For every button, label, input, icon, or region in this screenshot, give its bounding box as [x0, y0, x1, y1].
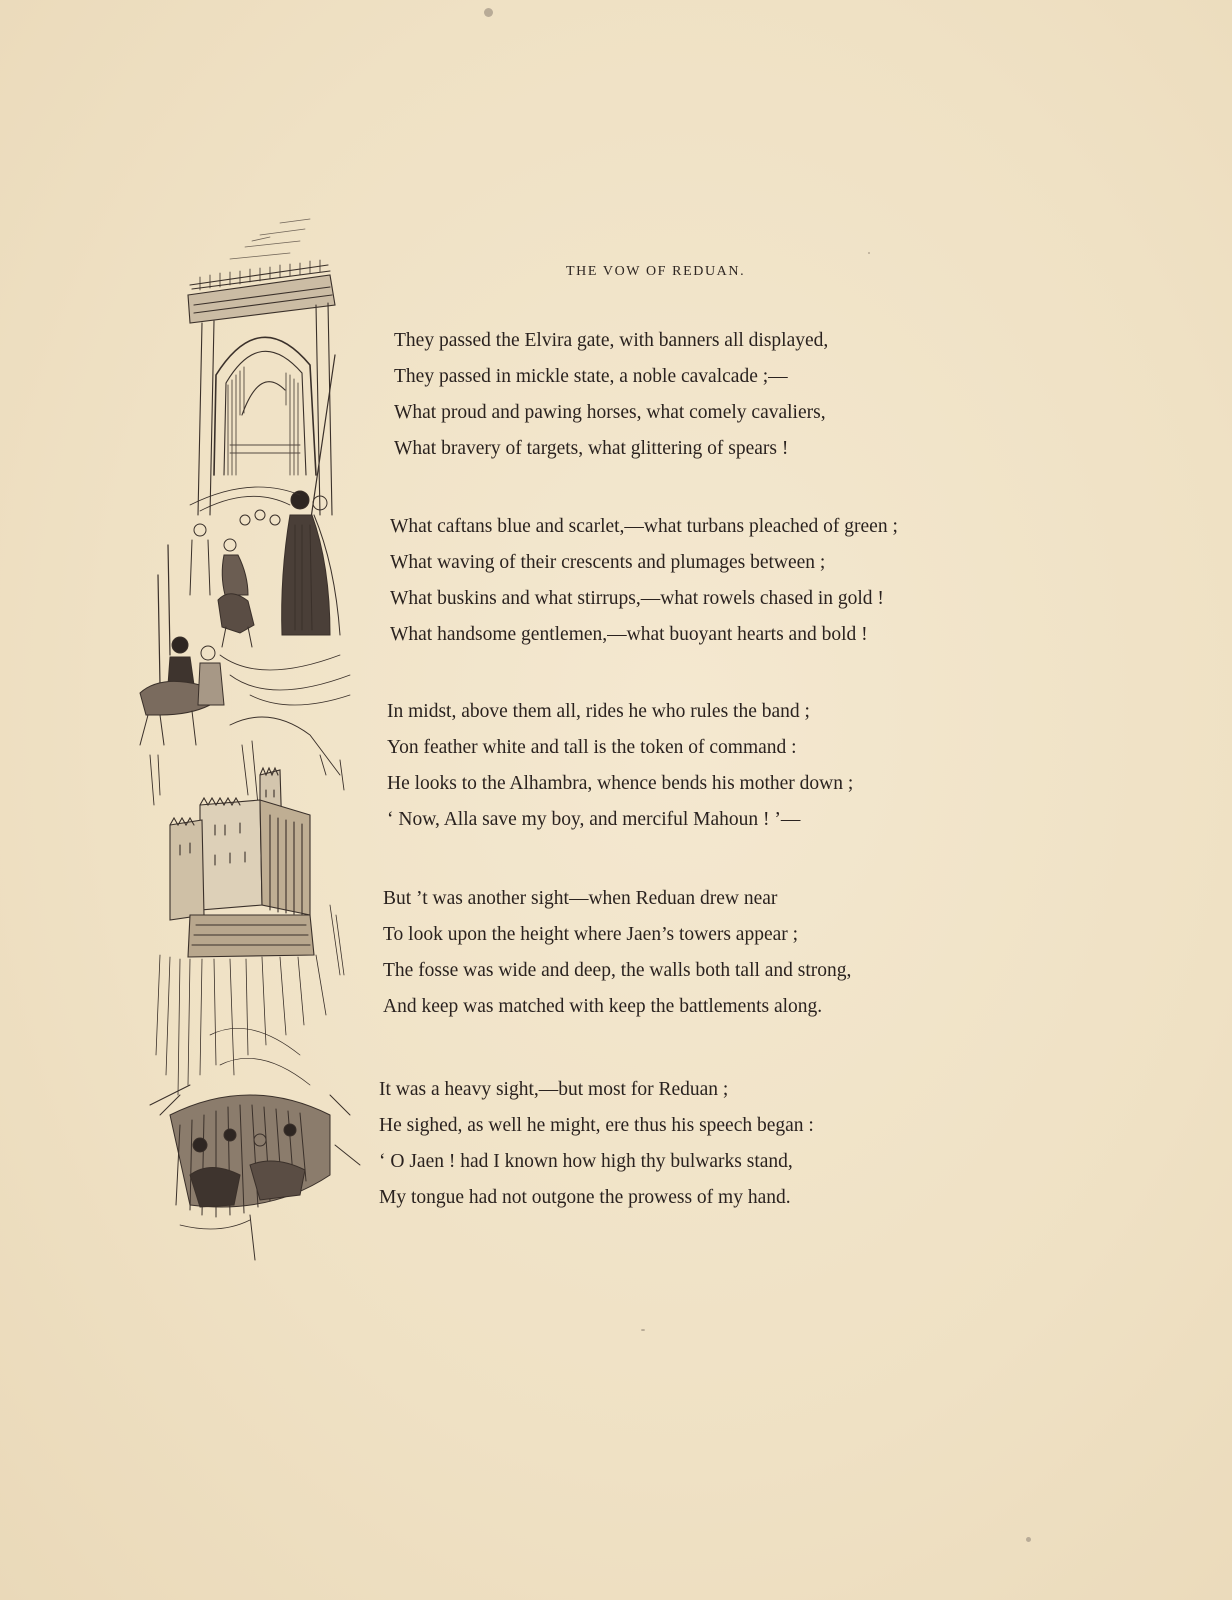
- poem-line: In midst, above them all, rides he who rules the band ;: [387, 701, 810, 722]
- poem-line: What proud and pawing horses, what comely cavaliers,: [394, 402, 826, 423]
- battle-scene: [150, 1085, 360, 1260]
- paper-speck: [1026, 1537, 1031, 1542]
- castle: [170, 768, 314, 957]
- paper-speck: [641, 1329, 645, 1331]
- poem-line: He sighed, as well he might, ere thus his speech began :: [379, 1115, 814, 1136]
- rocks: [150, 717, 344, 805]
- poem-line: What handsome gentlemen,—what buoyant hearts and bold !: [390, 624, 868, 645]
- poem-line: But ’t was another sight—when Reduan drew near: [383, 888, 778, 909]
- engraving-illustration: [130, 215, 370, 1275]
- poem-line: Yon feather white and tall is the token of command :: [387, 737, 797, 758]
- poem-line: And keep was matched with keep the battlements along.: [383, 996, 823, 1017]
- sky-hatching: [230, 219, 310, 259]
- stanza-3: [387, 694, 1007, 838]
- poem-line: It was a heavy sight,—but most for Reduan ;: [379, 1079, 729, 1100]
- poem-line: To look upon the height where Jaen’s towers appear ;: [383, 924, 799, 945]
- gate-arch: [188, 265, 335, 515]
- poem-line: ‘ O Jaen ! had I known how high thy bulwarks stand,: [379, 1151, 793, 1172]
- stanza-4: [383, 881, 1003, 1025]
- procession: [140, 487, 350, 745]
- poem-line: What bravery of targets, what glittering of spears !: [394, 438, 789, 459]
- paper-speck: [868, 252, 870, 254]
- poem-line: They passed the Elvira gate, with banners all displayed,: [394, 330, 829, 351]
- poem-line: What caftans blue and scarlet,—what turbans pleached of green ;: [390, 516, 898, 537]
- poem-line: What waving of their crescents and plumages between ;: [390, 552, 826, 573]
- poem-line: What buskins and what stirrups,—what rowels chased in gold !: [390, 588, 884, 609]
- poem-line: ‘ Now, Alla save my boy, and merciful Mahoun ! ’—: [387, 809, 801, 830]
- stanza-2: [390, 509, 1010, 653]
- poem-line: They passed in mickle state, a noble cavalcade ;—: [394, 366, 788, 387]
- paper-speck: [484, 8, 493, 17]
- poem-line: He looks to the Alhambra, whence bends his mother down ;: [387, 773, 854, 794]
- poem-line: The fosse was wide and deep, the walls both tall and strong,: [383, 960, 852, 981]
- stanza-1: [394, 323, 1014, 467]
- stanza-5: [379, 1072, 999, 1216]
- poem-line: My tongue had not outgone the prowess of my hand.: [379, 1187, 791, 1208]
- poem-title: THE VOW OF REDUAN.: [566, 264, 746, 279]
